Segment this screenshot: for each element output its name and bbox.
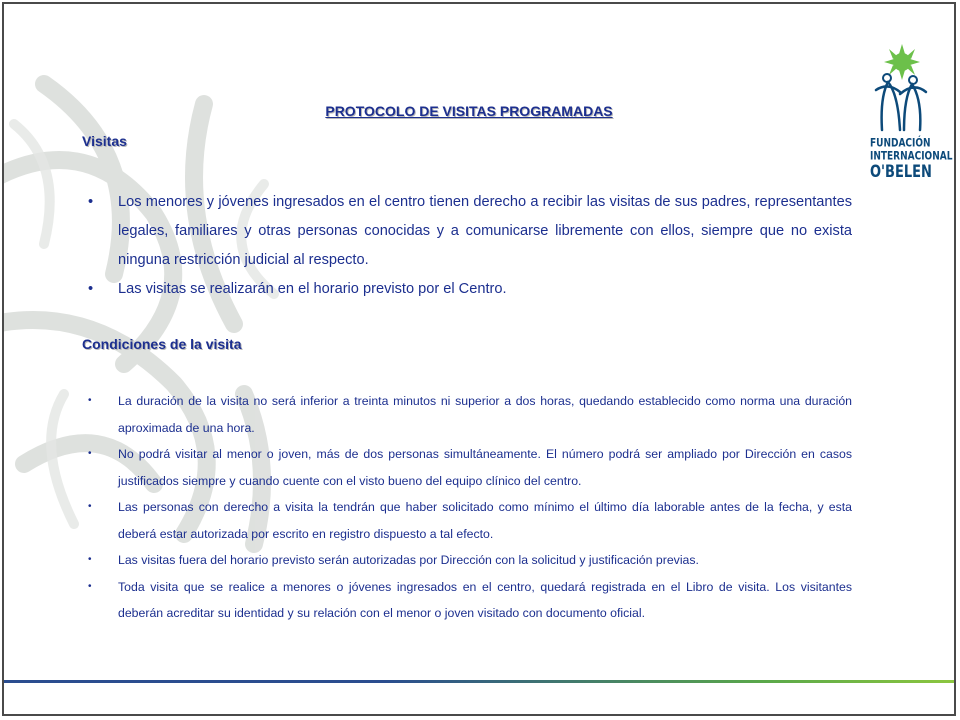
section-heading-condiciones: Condiciones de la visita (82, 336, 242, 352)
list-item: • Las visitas fuera del horario previsto serán autorizadas por Dirección con la solicitud y justificación previas. (84, 547, 852, 574)
list-item: • Las personas con derecho a visita la tendrán que haber solicitado como mínimo el último día laborable antes de la fecha, y esta deberá estar autorizada por escrito en registro dispuesto a tal efecto. (84, 494, 852, 547)
condiciones-list (84, 388, 852, 627)
logo-line-3: O'BELEN (870, 162, 932, 183)
list-item: • Toda visita que se realice a menores o jóvenes ingresados en el centro, quedará registrada en el Libro de visita. Los visitantes deberán acreditar su identidad y su relación con el menor o joven visitado con documento oficial. (84, 574, 852, 627)
list-item: • No podrá visitar al menor o joven, más de dos personas simultáneamente. El número podrá ser ampliado por Dirección en casos justificados siempre y cuando cuente con el visto bueno del equipo clínico del centro. (84, 441, 852, 494)
logo-wordmark (870, 137, 953, 183)
sun-figures-logo-icon (870, 42, 930, 137)
list-item: • La duración de la visita no será inferior a treinta minutos ni superior a dos horas, quedando establecido como norma una duración aproximada de una hora. (84, 388, 852, 441)
slide (2, 2, 956, 716)
page-title: PROTOCOLO DE VISITAS PROGRAMADAS (325, 103, 613, 119)
list-item: • Las visitas se realizarán en el horario previsto por el Centro. (84, 275, 852, 304)
section-heading-visitas: Visitas (82, 133, 127, 149)
visitas-list (84, 188, 852, 304)
logo-line-2: INTERNACIONAL (870, 150, 953, 164)
list-item: • Los menores y jóvenes ingresados en el centro tienen derecho a recibir las visitas de sus padres, representantes legales, familiares y otras personas conocidas y a comunicarse libremente con ellos, siempre que no exista ninguna restricción judicial al respecto. (84, 188, 852, 275)
footer-divider (4, 680, 954, 683)
logo-line-1: FUNDACIÓN (870, 137, 931, 151)
